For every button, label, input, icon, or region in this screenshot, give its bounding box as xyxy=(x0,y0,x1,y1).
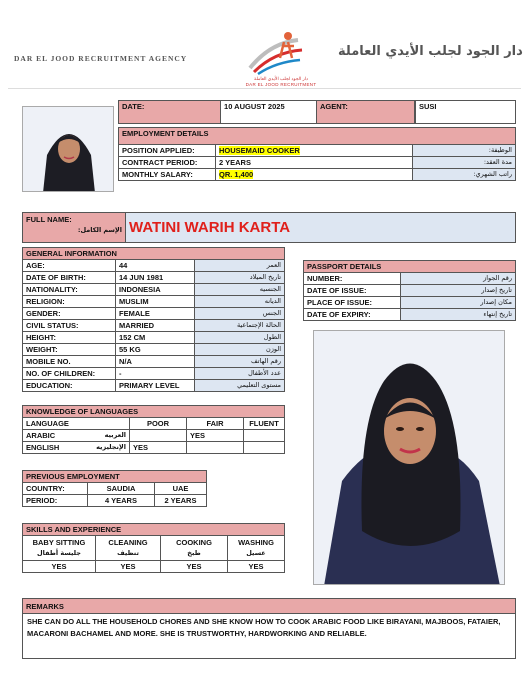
date-agent-table xyxy=(118,100,415,124)
skills-table xyxy=(22,523,285,573)
previous-title: PREVIOUS EMPLOYMENT xyxy=(23,471,207,483)
gen-mobile-no-value: N/A xyxy=(116,356,195,368)
date-label: DATE: xyxy=(119,101,221,124)
lang-arabic xyxy=(23,430,130,442)
remarks-table xyxy=(22,598,516,659)
lang-arabic-en: ARABIC xyxy=(26,431,56,440)
prev-country-label: COUNTRY: xyxy=(23,483,88,495)
general-info-row xyxy=(23,272,285,284)
gen-mobile-no-label: MOBILE NO. xyxy=(23,356,116,368)
skill-cooking-value: YES xyxy=(161,561,228,573)
position-label-ar: الوظيفة: xyxy=(413,145,516,157)
lang-header-language: LANGUAGE xyxy=(23,418,130,430)
logo-text-en: DAR EL JOOD RECRUITMENT xyxy=(245,82,317,87)
lang-arabic-poor xyxy=(130,430,187,442)
contract-label-ar: مدة العقد: xyxy=(413,157,516,169)
gen-date-of-birth-label: DATE OF BIRTH: xyxy=(23,272,116,284)
general-info-row xyxy=(23,260,285,272)
gen-no-of-children-label-ar: عدد الأطفال xyxy=(195,368,285,380)
passport-title: PASSPORT DETAILS xyxy=(304,261,516,273)
lang-english-fluent xyxy=(244,442,285,454)
general-info-row xyxy=(23,296,285,308)
agent-value-table xyxy=(415,100,516,124)
general-info-row xyxy=(23,320,285,332)
full-name-label-ar: الإسم الكامل: xyxy=(77,226,122,234)
gen-weight-label-ar: الوزن xyxy=(195,344,285,356)
lang-english-poor: YES xyxy=(130,442,187,454)
full-name-table xyxy=(22,212,516,243)
lang-english-en: ENGLISH xyxy=(26,443,60,452)
languages-table xyxy=(22,405,285,454)
gen-no-of-children-label: NO. OF CHILDREN: xyxy=(23,368,116,380)
remarks-text: SHE CAN DO ALL THE HOUSEHOLD CHORES AND SHE KNOW HOW TO COOK ARABIC FOOD LIKE BIRAYANI, MAJBOOS, FATAIER, MACARONI BACHAMEL AND MORE. SHE IS TRUSTWORTHY, HARDWORKING AND RELIABLE. xyxy=(23,614,516,659)
lang-header-fair: FAIR xyxy=(187,418,244,430)
passport-number-label: NUMBER: xyxy=(304,273,401,285)
gen-education-label-ar: مستوى التعليمي xyxy=(195,380,285,392)
gen-date-of-birth-value: 14 JUN 1981 xyxy=(116,272,195,284)
general-info-row xyxy=(23,308,285,320)
languages-title: KNOWLEDGE OF LANGUAGES xyxy=(23,406,285,418)
skill-baby-sitting-ar: جليسة أطفال xyxy=(37,549,81,557)
position-value: HOUSEMAID COOKER xyxy=(219,146,300,155)
general-info-row xyxy=(23,356,285,368)
skill-baby-sitting-value: YES xyxy=(23,561,96,573)
prev-period-1: 4 YEARS xyxy=(88,495,155,507)
skills-title: SKILLS AND EXPERIENCE xyxy=(23,524,285,536)
skill-cleaning xyxy=(96,536,161,561)
passport-expiry-label: DATE OF EXPIRY: xyxy=(304,309,401,321)
passport-issue-date-label: DATE OF ISSUE: xyxy=(304,285,401,297)
date-value: 10 AUGUST 2025 xyxy=(221,101,317,124)
applicant-photo-small xyxy=(22,106,114,192)
lang-arabic-fair: YES xyxy=(187,430,244,442)
gen-weight-value: 55 KG xyxy=(116,344,195,356)
gen-height-label: HEIGHT: xyxy=(23,332,116,344)
agency-name-en: DAR EL JOOD RECRUITMENT AGENCY xyxy=(14,54,188,63)
full-name-label-cell xyxy=(23,213,126,243)
position-label: POSITION APPLIED: xyxy=(119,145,216,157)
passport-number-label-ar: رقم الجواز xyxy=(401,273,516,285)
salary-label-ar: راتب الشهري: xyxy=(413,169,516,181)
prev-country-1: SAUDIA xyxy=(88,483,155,495)
skill-cleaning-ar: تنظيف xyxy=(117,549,139,557)
gen-civil-status-value: MARRIED xyxy=(116,320,195,332)
gen-civil-status-label-ar: الحالة الإجتماعية xyxy=(195,320,285,332)
gen-height-value: 152 CM xyxy=(116,332,195,344)
lang-english xyxy=(23,442,130,454)
applicant-photo-large xyxy=(313,330,505,585)
skill-cleaning-value: YES xyxy=(96,561,161,573)
general-info-title: GENERAL INFORMATION xyxy=(23,248,285,260)
gen-nationality-value: INDONESIA xyxy=(116,284,195,296)
gen-gender-label: GENDER: xyxy=(23,308,116,320)
full-name-value: WATINI WARIH KARTA xyxy=(126,213,516,243)
passport-issue-place-label: PLACE OF ISSUE: xyxy=(304,297,401,309)
general-info-table xyxy=(22,247,285,392)
passport-issue-date-label-ar: تاريخ إصدار xyxy=(401,285,516,297)
skill-washing-en: WASHING xyxy=(238,538,274,547)
remarks-title: REMARKS xyxy=(23,599,516,614)
lang-arabic-ar: العربيه xyxy=(104,431,126,439)
general-info-row xyxy=(23,368,285,380)
skill-washing-ar: غسيل xyxy=(246,549,266,557)
gen-mobile-no-label-ar: رقم الهاتف xyxy=(195,356,285,368)
salary-value: QR. 1,400 xyxy=(219,170,254,179)
agent-value: SUSI xyxy=(416,101,516,124)
gen-age-value: 44 xyxy=(116,260,195,272)
gen-gender-value: FEMALE xyxy=(116,308,195,320)
logo-text-ar: دار الجود لجلب الأيدي العاملة xyxy=(254,76,308,81)
agency-name-ar: دار الجود لجلب الأيدي العاملة xyxy=(338,44,523,59)
lang-english-ar: الإنجليزيه xyxy=(96,443,126,451)
gen-age-label: AGE: xyxy=(23,260,116,272)
gen-date-of-birth-label-ar: تاريخ الميلاد xyxy=(195,272,285,284)
previous-employment-table xyxy=(22,470,207,507)
gen-education-label: EDUCATION: xyxy=(23,380,116,392)
gen-gender-label-ar: الجنس xyxy=(195,308,285,320)
gen-religion-value: MUSLIM xyxy=(116,296,195,308)
gen-religion-label: RELIGION: xyxy=(23,296,116,308)
prev-country-2: UAE xyxy=(155,483,207,495)
gen-religion-label-ar: الديانه xyxy=(195,296,285,308)
skill-cooking-ar: طبخ xyxy=(187,549,201,557)
skill-washing xyxy=(228,536,285,561)
gen-education-value: PRIMARY LEVEL xyxy=(116,380,195,392)
gen-weight-label: WEIGHT: xyxy=(23,344,116,356)
salary-label: MONTHLY SALARY: xyxy=(119,169,216,181)
gen-no-of-children-value: - xyxy=(116,368,195,380)
skill-washing-value: YES xyxy=(228,561,285,573)
gen-height-label-ar: الطول xyxy=(195,332,285,344)
contract-value: 2 YEARS xyxy=(216,157,413,169)
lang-header-poor: POOR xyxy=(130,418,187,430)
general-info-row xyxy=(23,380,285,392)
gen-nationality-label: NATIONALITY: xyxy=(23,284,116,296)
employment-title: EMPLOYMENT DETAILS xyxy=(119,128,516,145)
full-name-label: FULL NAME: xyxy=(26,215,72,224)
header-divider xyxy=(8,88,521,89)
gen-age-label-ar: العمر xyxy=(195,260,285,272)
skill-cooking-en: COOKING xyxy=(176,538,212,547)
lang-english-fair xyxy=(187,442,244,454)
skill-baby-sitting-en: BABY SITTING xyxy=(32,538,86,547)
skill-baby-sitting xyxy=(23,536,96,561)
passport-expiry-label-ar: تاريخ إنتهاء xyxy=(401,309,516,321)
gen-civil-status-label: CIVIL STATUS: xyxy=(23,320,116,332)
lang-header-fluent: FLUENT xyxy=(244,418,285,430)
general-info-row xyxy=(23,284,285,296)
employment-table xyxy=(118,127,516,181)
contract-label: CONTRACT PERIOD: xyxy=(119,157,216,169)
general-info-row xyxy=(23,344,285,356)
prev-period-2: 2 YEARS xyxy=(155,495,207,507)
skill-cleaning-en: CLEANING xyxy=(108,538,148,547)
passport-table xyxy=(303,260,516,321)
prev-period-label: PERIOD: xyxy=(23,495,88,507)
passport-issue-place-label-ar: مكان إصدار xyxy=(401,297,516,309)
skill-cooking xyxy=(161,536,228,561)
agent-label: AGENT: xyxy=(317,101,415,124)
lang-arabic-fluent xyxy=(244,430,285,442)
general-info-row xyxy=(23,332,285,344)
gen-nationality-label-ar: الجنسيه xyxy=(195,284,285,296)
